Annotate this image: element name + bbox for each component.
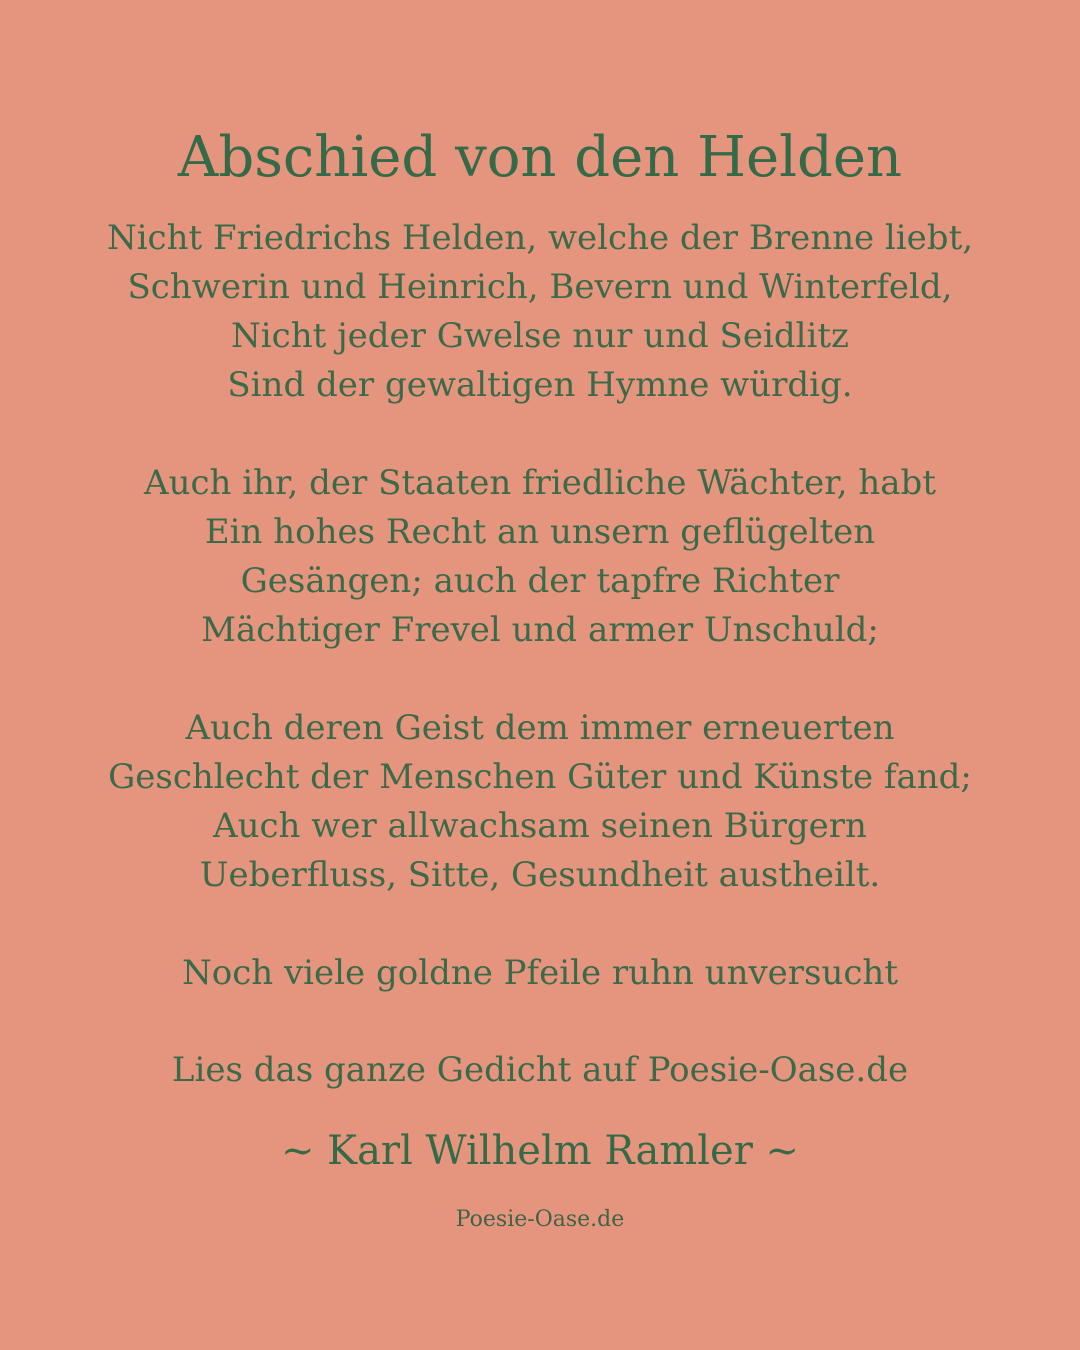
poem-line: Noch viele goldne Pfeile ruhn unversucht	[181, 953, 898, 993]
poem-line: Nicht Friedrichs Helden, welche der Brenne liebt,	[106, 218, 974, 258]
read-full-poem-text: Lies das ganze Gedicht auf Poesie-Oase.de	[171, 1050, 909, 1090]
poem-author: ~ Karl Wilhelm Ramler ~	[280, 1128, 800, 1174]
poem-line: Ein hohes Recht an unsern geflügelten	[204, 512, 876, 552]
poem-line: Sind der gewaltigen Hymne würdig.	[227, 365, 853, 405]
poem-body	[0, 214, 1080, 1047]
poem-title: Abschied von den Helden	[177, 125, 903, 190]
poem-line: Auch wer allwachsam seinen Bürgern	[213, 806, 867, 846]
stanza-3	[0, 704, 1080, 900]
poem-line: Geschlecht der Menschen Güter und Künste fand;	[108, 757, 972, 797]
site-credit: Poesie-Oase.de	[455, 1207, 625, 1232]
poem-line: Nicht jeder Gwelse nur und Seidlitz	[231, 316, 849, 356]
stanza-4	[0, 949, 1080, 998]
poem-line: Ueberfluss, Sitte, Gesundheit austheilt.	[199, 855, 881, 895]
poem-line: Schwerin und Heinrich, Bevern und Winterfeld,	[127, 267, 953, 307]
poem-line: Auch deren Geist dem immer erneuerten	[185, 708, 895, 748]
poem-line: Gesängen; auch der tapfre Richter	[240, 561, 840, 601]
stanza-1	[0, 214, 1080, 410]
poem-line: Mächtiger Frevel und armer Unschuld;	[201, 610, 879, 650]
poem-line: Auch ihr, der Staaten friedliche Wächter, habt	[144, 463, 936, 503]
stanza-2	[0, 459, 1080, 655]
